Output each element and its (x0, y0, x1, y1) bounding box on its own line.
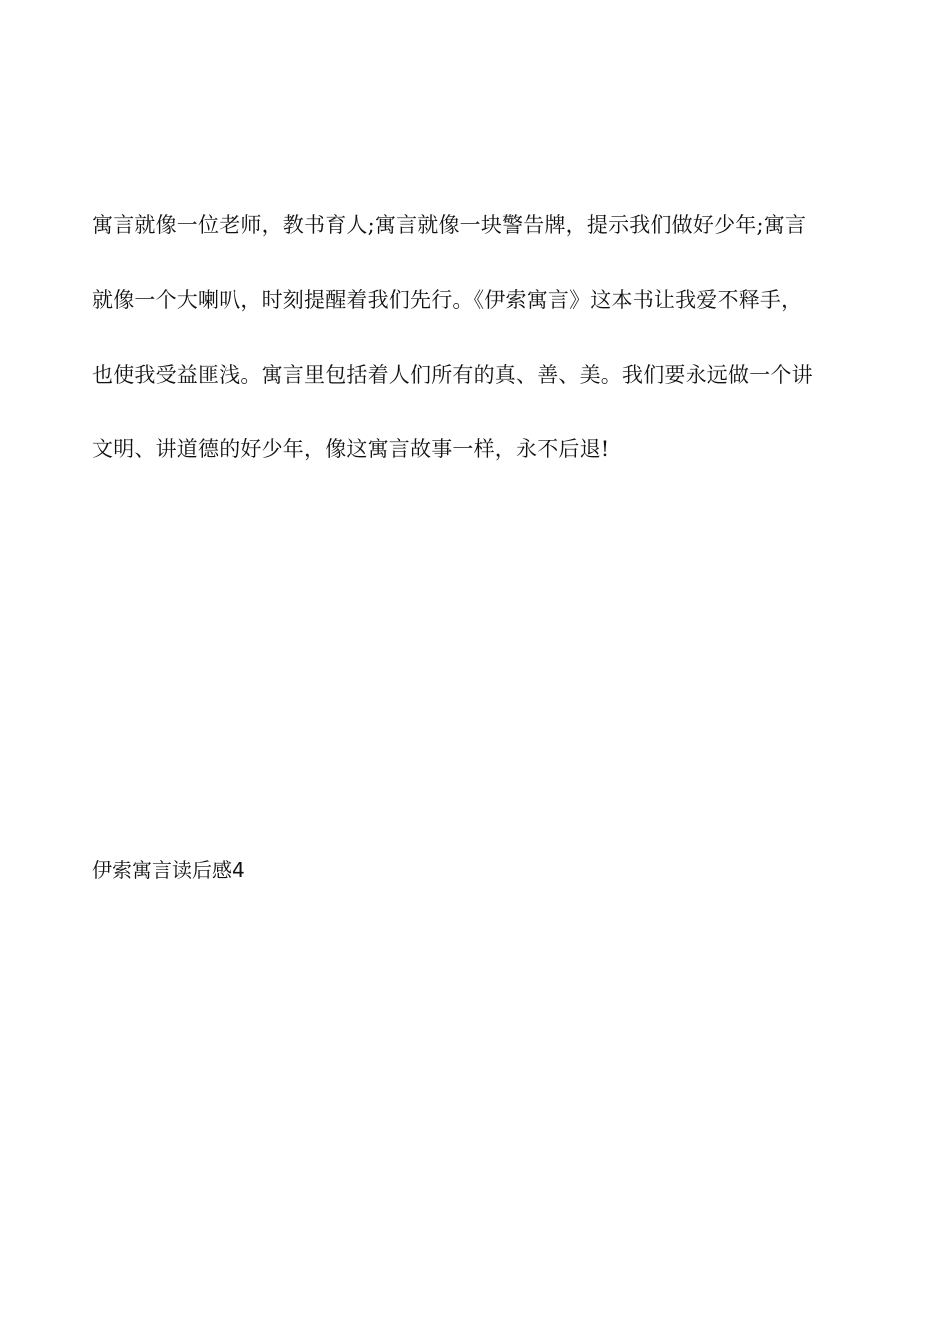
paragraph-line-2: 就像一个大喇叭，时刻提醒着我们先行。《伊索寓言》这本书让我爱不释手， (92, 288, 803, 312)
section-heading: 伊索寓言读后感4 (92, 858, 245, 882)
paragraph-line-3: 也使我受益匪浅。寓言里包括着人们所有的真、善、美。我们要永远做一个讲 (92, 363, 813, 387)
paragraph-line-1: 寓言就像一位老师，教书育人;寓言就像一块警告牌，提示我们做好少年;寓言 (92, 213, 807, 237)
paragraph-line-4: 文明、讲道德的好少年，像这寓言故事一样，永不后退! (92, 437, 610, 461)
